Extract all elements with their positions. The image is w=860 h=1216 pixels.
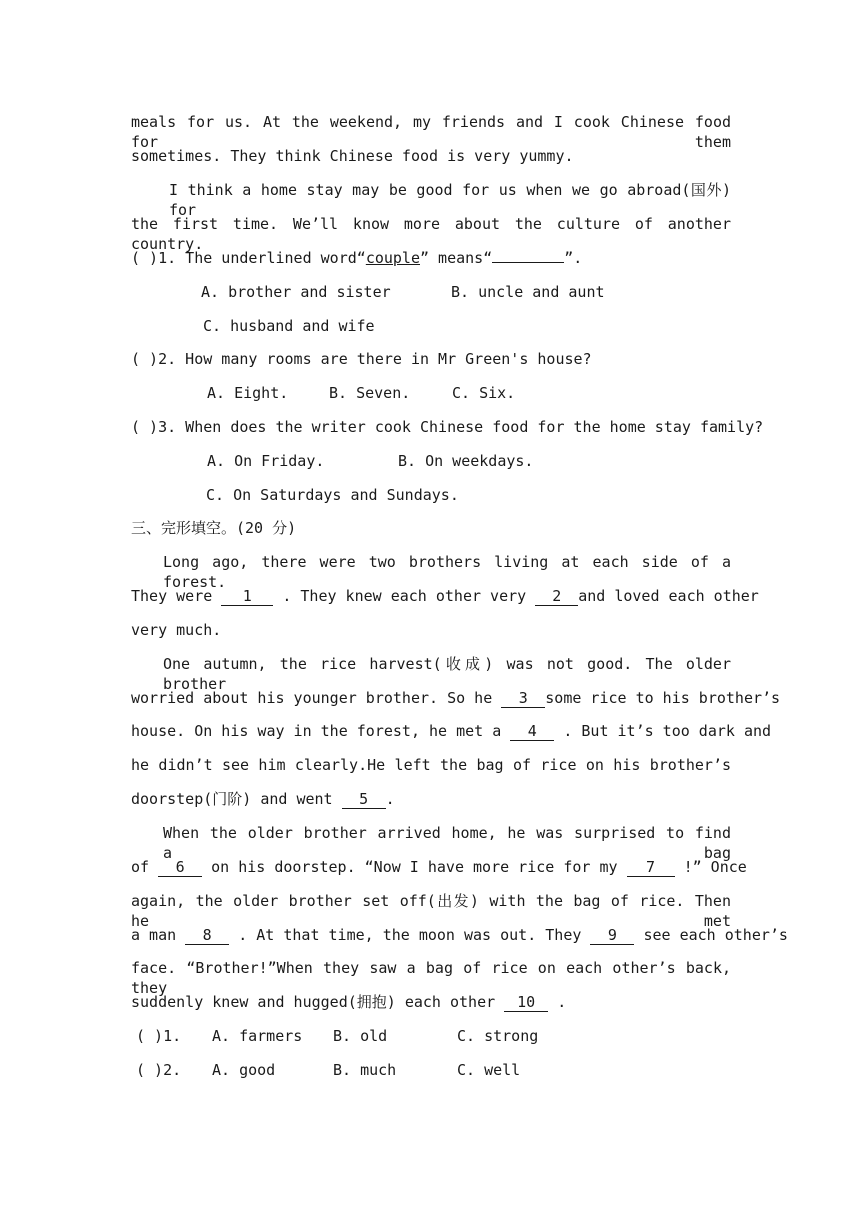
cloze-blank-4[interactable]: 4 [510,723,554,741]
option-c: C. husband and wife [203,317,375,335]
option-b: B. On weekdays. [398,452,534,470]
answer-paren[interactable]: ( ) [131,350,159,368]
section-heading: 三、完形填空。(20 分) [131,519,297,537]
underlined-word: couple [365,249,420,267]
cloze-line [131,992,731,1012]
cloze-blank-10[interactable]: 10 [504,994,548,1012]
option-a: A. On Friday. [207,452,325,470]
cloze-line: One autumn, the rice harvest(收成) was not good. The older brother [163,655,731,693]
cloze-line [131,925,788,945]
answer-paren[interactable]: ( ) [136,1061,164,1079]
passage-line: I think a home stay may be good for us when we go abroad(国外) for [169,181,731,219]
cloze-text: house. On his way in the forest, he met a [131,722,511,740]
option-a: A. Eight. [207,384,289,402]
option-b: B. Seven. [329,384,411,402]
option-b: B. uncle and aunt [451,283,605,301]
reading-question-3 [131,417,764,437]
question-text: 1. The underlined word“ [158,249,366,267]
cloze-text: worried about his younger brother. So he [131,689,502,707]
cloze-text: and loved each other [578,587,759,605]
cloze-line: Long ago, there were two brothers living at each side of a forest. [163,553,731,591]
cloze-text: . At that time, the moon was out. They [229,926,591,944]
cloze-blank-2[interactable]: 2 [535,588,578,606]
option-b: B. much [333,1061,397,1079]
option-c: C. well [457,1061,521,1079]
option-number: 2. [163,1061,182,1079]
cloze-text: They were [131,587,222,605]
cloze-text: !” Once [674,858,747,876]
answer-paren[interactable]: ( ) [136,1027,164,1045]
answer-blank[interactable] [492,262,564,263]
cloze-text: . But it’s too dark and [554,722,772,740]
cloze-blank-6[interactable]: 6 [158,859,202,877]
cloze-blank-9[interactable]: 9 [590,927,634,945]
cloze-line [131,857,747,877]
option-b: B. old [333,1027,388,1045]
cloze-line: When the older brother arrived home, he was surprised to find a bag [163,824,731,862]
cloze-text: a man [131,926,186,944]
option-c: C. On Saturdays and Sundays. [206,486,459,504]
cloze-blank-1[interactable]: 1 [221,588,273,606]
answer-paren[interactable]: ( ) [131,418,159,436]
cloze-line: he didn’t see him clearly.He left the bag of rice on his brother’s [131,756,731,774]
option-c: C. Six. [452,384,516,402]
cloze-line [131,721,772,741]
cloze-text: on his doorstep. “Now I have more rice for my [202,858,627,876]
cloze-line: face. “Brother!”When they saw a bag of rice on each other’s back, they [131,959,731,997]
cloze-blank-3[interactable]: 3 [501,690,545,708]
passage-line: sometimes. They think Chinese food is very yummy. [131,147,574,165]
cloze-text: . [548,993,567,1011]
cloze-blank-7[interactable]: 7 [627,859,675,877]
cloze-blank-8[interactable]: 8 [185,927,229,945]
reading-question-2 [131,349,731,369]
option-a: A. brother and sister [201,283,391,301]
cloze-text: of [131,858,159,876]
question-text: ” means“ [420,249,493,267]
cloze-line [131,586,759,606]
cloze-text: . [385,790,395,808]
option-number: 1. [163,1027,182,1045]
cloze-line [131,789,731,809]
cloze-text: doorstep(门阶) and went [131,790,342,808]
cloze-line: very much. [131,621,222,639]
cloze-text: suddenly knew and hugged(拥抱) each other [131,993,505,1011]
option-a: A. farmers [212,1027,303,1045]
question-text: ”. [564,249,583,267]
question-text: 3. When does the writer cook Chinese food for the home stay family? [158,418,764,436]
cloze-line [131,688,781,708]
passage-line: the first time. We’ll know more about the culture of another country. [131,215,731,253]
cloze-text: . They knew each other very [273,587,536,605]
cloze-line: again, the older brother set off(出发) with the bag of rice. Then he met [131,892,731,930]
answer-paren[interactable]: ( ) [131,249,159,267]
passage-line: meals for us. At the weekend, my friends and I cook Chinese food for them [131,113,731,151]
option-c: C. strong [457,1027,539,1045]
cloze-option-row-2 [136,1060,216,1080]
cloze-option-row-1 [136,1026,216,1046]
option-a: A. good [212,1061,276,1079]
cloze-text: see each other’s [634,926,788,944]
question-text: 2. How many rooms are there in Mr Green's house? [158,350,592,368]
reading-question-1 [131,248,731,268]
cloze-blank-5[interactable]: 5 [342,791,386,809]
cloze-text: some rice to his brother’s [545,689,781,707]
